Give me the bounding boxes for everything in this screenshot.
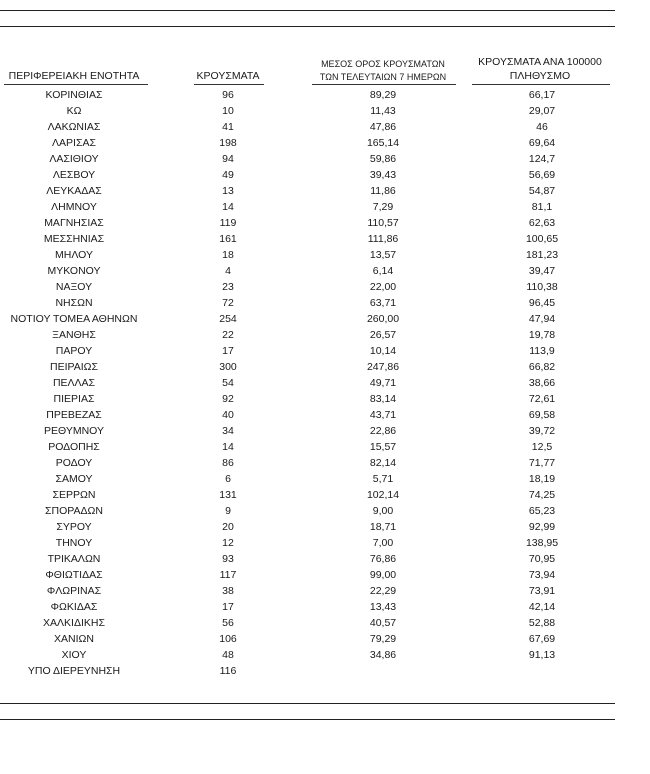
cell-avg7: 110,57 bbox=[367, 217, 399, 229]
table-row bbox=[0, 199, 615, 215]
cell-cases: 54 bbox=[222, 377, 234, 389]
cell-region: ΠΕΛΛΑΣ bbox=[52, 377, 96, 389]
cell-per100k: 38,66 bbox=[528, 377, 556, 389]
cell-per100k: 39,47 bbox=[528, 265, 556, 277]
cell-per100k: 181,23 bbox=[525, 249, 559, 261]
table-row bbox=[0, 135, 615, 151]
cell-per100k: 72,61 bbox=[528, 393, 556, 405]
table-row bbox=[0, 663, 615, 679]
cell-region: ΛΕΣΒΟΥ bbox=[52, 169, 96, 181]
cell-cases: 117 bbox=[219, 569, 237, 581]
cell-cases: 13 bbox=[222, 185, 234, 197]
cell-region: ΥΠΟ ΔΙΕΡΕΥΝΗΣΗ bbox=[27, 665, 121, 677]
bottom-rule-2 bbox=[0, 719, 615, 720]
cell-cases: 116 bbox=[219, 665, 237, 677]
cell-per100k: 124,7 bbox=[528, 153, 556, 165]
cell-per100k: 96,45 bbox=[528, 297, 556, 309]
cell-region: ΠΡΕΒΕΖΑΣ bbox=[46, 409, 102, 421]
cell-region: ΣΥΡΟΥ bbox=[56, 521, 92, 533]
table-row bbox=[0, 231, 615, 247]
cell-avg7: 7,29 bbox=[372, 201, 394, 213]
cell-avg7: 7,00 bbox=[372, 537, 394, 549]
cell-per100k: 39,72 bbox=[528, 425, 556, 437]
cell-region: ΚΟΡΙΝΘΙΑΣ bbox=[45, 89, 103, 101]
table-row bbox=[0, 215, 615, 231]
cell-per100k: 62,63 bbox=[528, 217, 556, 229]
header-avg-line1: ΜΕΣΟΣ ΟΡΟΣ ΚΡΟΥΣΜΑΤΩΝ bbox=[321, 59, 445, 69]
cell-region: ΛΑΡΙΣΑΣ bbox=[52, 137, 96, 149]
cell-cases: 94 bbox=[222, 153, 234, 165]
cell-cases: 40 bbox=[222, 409, 234, 421]
cell-region: ΝΑΞΟΥ bbox=[55, 281, 93, 293]
cell-region: ΜΗΛΟΥ bbox=[55, 249, 93, 261]
header-underline-region bbox=[4, 84, 148, 85]
cell-per100k: 52,88 bbox=[528, 617, 556, 629]
cell-per100k: 110,38 bbox=[526, 281, 558, 293]
cell-cases: 18 bbox=[222, 249, 234, 261]
cell-region: ΠΑΡΟΥ bbox=[55, 345, 93, 357]
cell-region: ΜΑΓΝΗΣΙΑΣ bbox=[44, 217, 104, 229]
table-row bbox=[0, 423, 615, 439]
header-underline-cases bbox=[194, 84, 264, 85]
table-row bbox=[0, 551, 615, 567]
header-per100k-line1: ΚΡΟΥΣΜΑΤΑ ΑΝΑ 100000 bbox=[478, 56, 602, 68]
cell-avg7: 165,14 bbox=[366, 137, 400, 149]
cell-per100k: 46 bbox=[536, 121, 548, 133]
cell-region: ΤΗΝΟΥ bbox=[55, 537, 93, 549]
cell-per100k: 12,5 bbox=[531, 441, 553, 453]
cell-avg7: 11,43 bbox=[370, 105, 396, 117]
cell-avg7: 9,00 bbox=[372, 505, 394, 517]
table-row bbox=[0, 631, 615, 647]
table-row bbox=[0, 183, 615, 199]
table-row bbox=[0, 375, 615, 391]
cell-cases: 10 bbox=[222, 105, 234, 117]
cell-cases: 96 bbox=[222, 89, 234, 101]
table-row bbox=[0, 295, 615, 311]
table-row bbox=[0, 87, 615, 103]
cell-per100k: 29,07 bbox=[528, 105, 556, 117]
cell-per100k: 81,1 bbox=[531, 201, 553, 213]
cell-cases: 38 bbox=[222, 585, 234, 597]
cell-avg7: 76,86 bbox=[369, 553, 397, 565]
cell-region: ΦΩΚΙΔΑΣ bbox=[50, 601, 98, 613]
cell-avg7: 260,00 bbox=[366, 313, 400, 325]
cell-region: ΚΩ bbox=[66, 105, 82, 117]
cell-region: ΛΗΜΝΟΥ bbox=[51, 201, 97, 213]
cell-avg7: 5,71 bbox=[372, 473, 394, 485]
top-rule-1 bbox=[0, 10, 615, 11]
cell-avg7: 83,14 bbox=[369, 393, 397, 405]
cell-avg7: 26,57 bbox=[369, 329, 397, 341]
cell-cases: 254 bbox=[219, 313, 237, 325]
cell-avg7: 22,86 bbox=[369, 425, 397, 437]
cell-per100k: 56,69 bbox=[528, 169, 556, 181]
header-underline-per100k bbox=[472, 84, 610, 85]
table-row bbox=[0, 391, 615, 407]
header-per100k-line2: ΠΛΗΘΥΣΜΟ bbox=[509, 70, 571, 82]
cell-cases: 198 bbox=[219, 137, 237, 149]
cell-avg7: 59,86 bbox=[369, 153, 397, 165]
cell-region: ΣΠΟΡΑΔΩΝ bbox=[45, 505, 103, 517]
cell-avg7: 247,86 bbox=[366, 361, 400, 373]
table-row bbox=[0, 119, 615, 135]
table-row bbox=[0, 455, 615, 471]
cell-cases: 17 bbox=[222, 345, 234, 357]
cell-avg7: 63,71 bbox=[369, 297, 397, 309]
cell-avg7: 102,14 bbox=[366, 489, 400, 501]
header-region: ΠΕΡΙΦΕΡΕΙΑΚΗ ΕΝΟΤΗΤΑ bbox=[8, 70, 140, 82]
cell-per100k: 54,87 bbox=[528, 185, 556, 197]
table-row bbox=[0, 567, 615, 583]
header-avg-line2: ΤΩΝ ΤΕΛΕΥΤΑΙΩΝ 7 ΗΜΕΡΩΝ bbox=[319, 72, 447, 82]
cell-per100k: 42,14 bbox=[528, 601, 556, 613]
table-row bbox=[0, 167, 615, 183]
cell-cases: 34 bbox=[222, 425, 234, 437]
cell-avg7: 49,71 bbox=[369, 377, 397, 389]
table-row bbox=[0, 151, 615, 167]
cell-avg7: 39,43 bbox=[369, 169, 397, 181]
table-row bbox=[0, 535, 615, 551]
cell-per100k: 69,58 bbox=[528, 409, 556, 421]
cell-per100k: 92,99 bbox=[528, 521, 556, 533]
cell-cases: 106 bbox=[219, 633, 237, 645]
table-row bbox=[0, 615, 615, 631]
cell-per100k: 66,17 bbox=[528, 89, 556, 101]
table-row bbox=[0, 311, 615, 327]
cell-cases: 131 bbox=[219, 489, 237, 501]
cell-per100k: 19,78 bbox=[528, 329, 556, 341]
cell-cases: 12 bbox=[222, 537, 234, 549]
cell-cases: 4 bbox=[225, 265, 231, 277]
cell-region: ΧΑΛΚΙΔΙΚΗΣ bbox=[43, 617, 105, 629]
cell-region: ΞΑΝΘΗΣ bbox=[52, 329, 96, 341]
table-row bbox=[0, 327, 615, 343]
cell-per100k: 70,95 bbox=[528, 553, 556, 565]
table-row bbox=[0, 583, 615, 599]
cell-avg7: 82,14 bbox=[369, 457, 397, 469]
table-row bbox=[0, 647, 615, 663]
cell-cases: 23 bbox=[222, 281, 234, 293]
cell-per100k: 100,65 bbox=[525, 233, 559, 245]
cell-avg7: 89,29 bbox=[369, 89, 397, 101]
header-underline-avg bbox=[312, 84, 456, 85]
cell-per100k: 73,91 bbox=[528, 585, 556, 597]
cell-region: ΠΕΙΡΑΙΩΣ bbox=[50, 361, 98, 373]
cell-avg7: 47,86 bbox=[369, 121, 397, 133]
cell-avg7: 13,43 bbox=[369, 601, 397, 613]
cell-region: ΦΛΩΡΙΝΑΣ bbox=[46, 585, 102, 597]
cell-cases: 119 bbox=[219, 217, 237, 229]
table-row bbox=[0, 103, 615, 119]
bottom-rule-1 bbox=[0, 703, 615, 704]
cell-cases: 300 bbox=[219, 361, 237, 373]
cell-avg7: 15,57 bbox=[369, 441, 397, 453]
cell-per100k: 47,94 bbox=[528, 313, 556, 325]
table-row bbox=[0, 599, 615, 615]
table-row bbox=[0, 343, 615, 359]
cell-region: ΜΥΚΟΝΟΥ bbox=[47, 265, 101, 277]
table-body bbox=[0, 87, 615, 679]
cell-avg7: 22,29 bbox=[369, 585, 397, 597]
cell-cases: 17 bbox=[222, 601, 234, 613]
cell-cases: 22 bbox=[222, 329, 234, 341]
cell-region: ΦΘΙΩΤΙΔΑΣ bbox=[45, 569, 103, 581]
cell-per100k: 73,94 bbox=[528, 569, 556, 581]
cell-per100k: 71,77 bbox=[528, 457, 556, 469]
cell-cases: 86 bbox=[222, 457, 234, 469]
cell-per100k: 91,13 bbox=[528, 649, 556, 661]
cell-cases: 92 bbox=[222, 393, 234, 405]
table-row bbox=[0, 503, 615, 519]
cell-cases: 6 bbox=[225, 473, 231, 485]
cell-region: ΣΑΜΟΥ bbox=[55, 473, 93, 485]
cell-region: ΛΑΣΙΘΙΟΥ bbox=[49, 153, 99, 165]
cell-avg7: 111,86 bbox=[367, 233, 399, 245]
cell-region: ΡΟΔΟΠΗΣ bbox=[48, 441, 100, 453]
cell-region: ΤΡΙΚΑΛΩΝ bbox=[47, 553, 101, 565]
table-row bbox=[0, 359, 615, 375]
cell-per100k: 138,95 bbox=[525, 537, 559, 549]
header-cases: ΚΡΟΥΣΜΑΤΑ bbox=[196, 70, 260, 82]
cell-avg7: 79,29 bbox=[369, 633, 397, 645]
table-row bbox=[0, 439, 615, 455]
cell-per100k: 65,23 bbox=[528, 505, 556, 517]
cell-avg7: 99,00 bbox=[369, 569, 397, 581]
cell-region: ΠΙΕΡΙΑΣ bbox=[53, 393, 95, 405]
cell-cases: 161 bbox=[219, 233, 237, 245]
cell-region: ΜΕΣΣΗΝΙΑΣ bbox=[43, 233, 105, 245]
cell-cases: 49 bbox=[222, 169, 234, 181]
cell-cases: 14 bbox=[222, 441, 234, 453]
cell-per100k: 66,82 bbox=[528, 361, 556, 373]
cell-avg7: 18,71 bbox=[369, 521, 397, 533]
cell-region: ΛΕΥΚΑΔΑΣ bbox=[46, 185, 102, 197]
table-row bbox=[0, 487, 615, 503]
cell-per100k: 69,64 bbox=[528, 137, 556, 149]
top-rule-2 bbox=[0, 26, 615, 27]
cell-avg7: 34,86 bbox=[369, 649, 397, 661]
cell-cases: 14 bbox=[222, 201, 234, 213]
cell-avg7: 40,57 bbox=[369, 617, 397, 629]
cell-per100k: 18,19 bbox=[528, 473, 556, 485]
cell-cases: 93 bbox=[222, 553, 234, 565]
cell-cases: 72 bbox=[222, 297, 234, 309]
cell-avg7: 6,14 bbox=[372, 265, 394, 277]
cell-per100k: 74,25 bbox=[528, 489, 556, 501]
table-row bbox=[0, 279, 615, 295]
table-row bbox=[0, 471, 615, 487]
cell-per100k: 113,9 bbox=[529, 345, 555, 357]
cell-region: ΝΗΣΩΝ bbox=[55, 297, 93, 309]
cell-avg7: 43,71 bbox=[369, 409, 397, 421]
cell-region: ΧΙΟΥ bbox=[61, 649, 87, 661]
table-row bbox=[0, 407, 615, 423]
table-row bbox=[0, 519, 615, 535]
cell-avg7: 22,00 bbox=[369, 281, 397, 293]
cell-cases: 41 bbox=[222, 121, 234, 133]
cell-region: ΧΑΝΙΩΝ bbox=[54, 633, 94, 645]
cell-region: ΛΑΚΩΝΙΑΣ bbox=[47, 121, 101, 133]
cell-avg7: 11,86 bbox=[370, 185, 396, 197]
cell-region: ΡΕΘΥΜΝΟΥ bbox=[43, 425, 104, 437]
cell-region: ΣΕΡΡΩΝ bbox=[52, 489, 96, 501]
cell-region: ΡΟΔΟΥ bbox=[55, 457, 93, 469]
cell-cases: 56 bbox=[222, 617, 234, 629]
cell-cases: 9 bbox=[225, 505, 231, 517]
table-row bbox=[0, 247, 615, 263]
table-row bbox=[0, 263, 615, 279]
cell-avg7: 13,57 bbox=[369, 249, 397, 261]
cell-avg7: 10,14 bbox=[369, 345, 397, 357]
cell-region: ΝΟΤΙΟΥ ΤΟΜΕΑ ΑΘΗΝΩΝ bbox=[10, 313, 138, 325]
cell-per100k: 67,69 bbox=[528, 633, 556, 645]
cell-cases: 20 bbox=[222, 521, 234, 533]
cell-cases: 48 bbox=[222, 649, 234, 661]
